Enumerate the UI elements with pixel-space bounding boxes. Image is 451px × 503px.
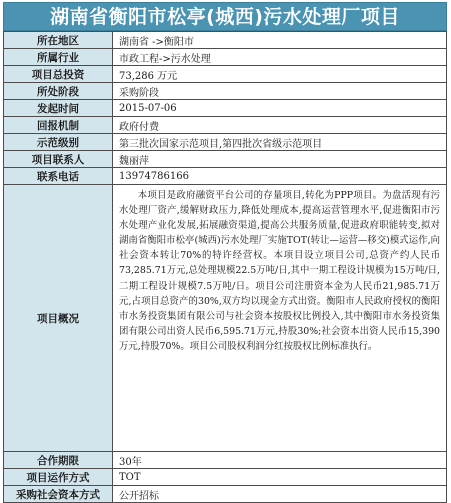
row-label: 发起时间 bbox=[4, 100, 113, 117]
table-row-cooperation-term bbox=[4, 452, 447, 469]
row-value: 2015-07-06 bbox=[113, 100, 447, 117]
row-value: TOT bbox=[113, 469, 447, 486]
row-value: 市政工程->污水处理 bbox=[113, 49, 447, 66]
table-row-demo-level bbox=[4, 134, 447, 151]
row-label: 示范级别 bbox=[4, 134, 113, 151]
table-row-region bbox=[4, 32, 447, 49]
row-label: 联系电话 bbox=[4, 168, 113, 185]
row-label: 回报机制 bbox=[4, 117, 113, 134]
project-info-table bbox=[3, 31, 447, 503]
table-row-return-mechanism bbox=[4, 117, 447, 134]
overview-text: 本项目是政府融资平台公司的存量项目,转化为PPP项目。为盘活现有污水处理厂资产,缓解财政压力,降低处理成本,提高运营管理水平,促进衡阳市污水处理产业化发展,拓展融资渠道,提高公共服务质量,促进政府职能转变,拟对湖南省衡阳市松亭(城西)污水处理厂实施TOT(转让—运营—移交)模式运作,向社会资本转让70%的特许经营权。本项目设立项目公司,总资产约人民币73,285.71万元,总处理规模22.5万吨/日,其中一期工程设计规模为15万吨/日,二期工程设计规模7.5万吨/日。项目公司注册资本金为人民币21,985.71万元,占项目总资产的30%,双方均以现金方式出资。衡阳市人民政府授权的衡阳市水务投资集团有限公司与社会资本按股权比例投入,其中衡阳市水务投资集团有限公司出资人民币6,595.71万元,持股30%;社会资本出资人民币15,390万元,持股70%。项目公司股权利润分红按股权比例标准执行。 bbox=[113, 185, 447, 452]
table-row-phone bbox=[4, 168, 447, 185]
row-value: 公开招标 bbox=[113, 486, 447, 503]
row-value: 第三批次国家示范项目,第四批次省级示范项目 bbox=[113, 134, 447, 151]
row-value: 湖南省 ->衡阳市 bbox=[113, 32, 447, 49]
row-label: 所在地区 bbox=[4, 32, 113, 49]
row-label: 所属行业 bbox=[4, 49, 113, 66]
table-row-contact bbox=[4, 151, 447, 168]
row-value: 73,286 万元 bbox=[113, 66, 447, 83]
row-value: 魏丽萍 bbox=[113, 151, 447, 168]
row-label: 合作期限 bbox=[4, 452, 113, 469]
table-row-industry bbox=[4, 49, 447, 66]
row-value: 政府付费 bbox=[113, 117, 447, 134]
row-label: 所处阶段 bbox=[4, 83, 113, 100]
row-value: 30年 bbox=[113, 452, 447, 469]
row-label: 项目概况 bbox=[4, 185, 113, 452]
table-row-start-date bbox=[4, 100, 447, 117]
table-row-procurement-method bbox=[4, 486, 447, 503]
row-label: 项目联系人 bbox=[4, 151, 113, 168]
row-label: 项目总投资 bbox=[4, 66, 113, 83]
page-title: 湖南省衡阳市松亭(城西)污水处理厂项目 bbox=[3, 2, 447, 31]
table-row-stage bbox=[4, 83, 447, 100]
project-info-card bbox=[3, 2, 447, 502]
row-value: 13974786166 bbox=[113, 168, 447, 185]
row-label: 采购社会资本方式 bbox=[4, 486, 113, 503]
row-label: 项目运作方式 bbox=[4, 469, 113, 486]
table-row-total-investment bbox=[4, 66, 447, 83]
table-row-operation-mode bbox=[4, 469, 447, 486]
table-row-overview bbox=[4, 185, 447, 452]
row-value: 采购阶段 bbox=[113, 83, 447, 100]
